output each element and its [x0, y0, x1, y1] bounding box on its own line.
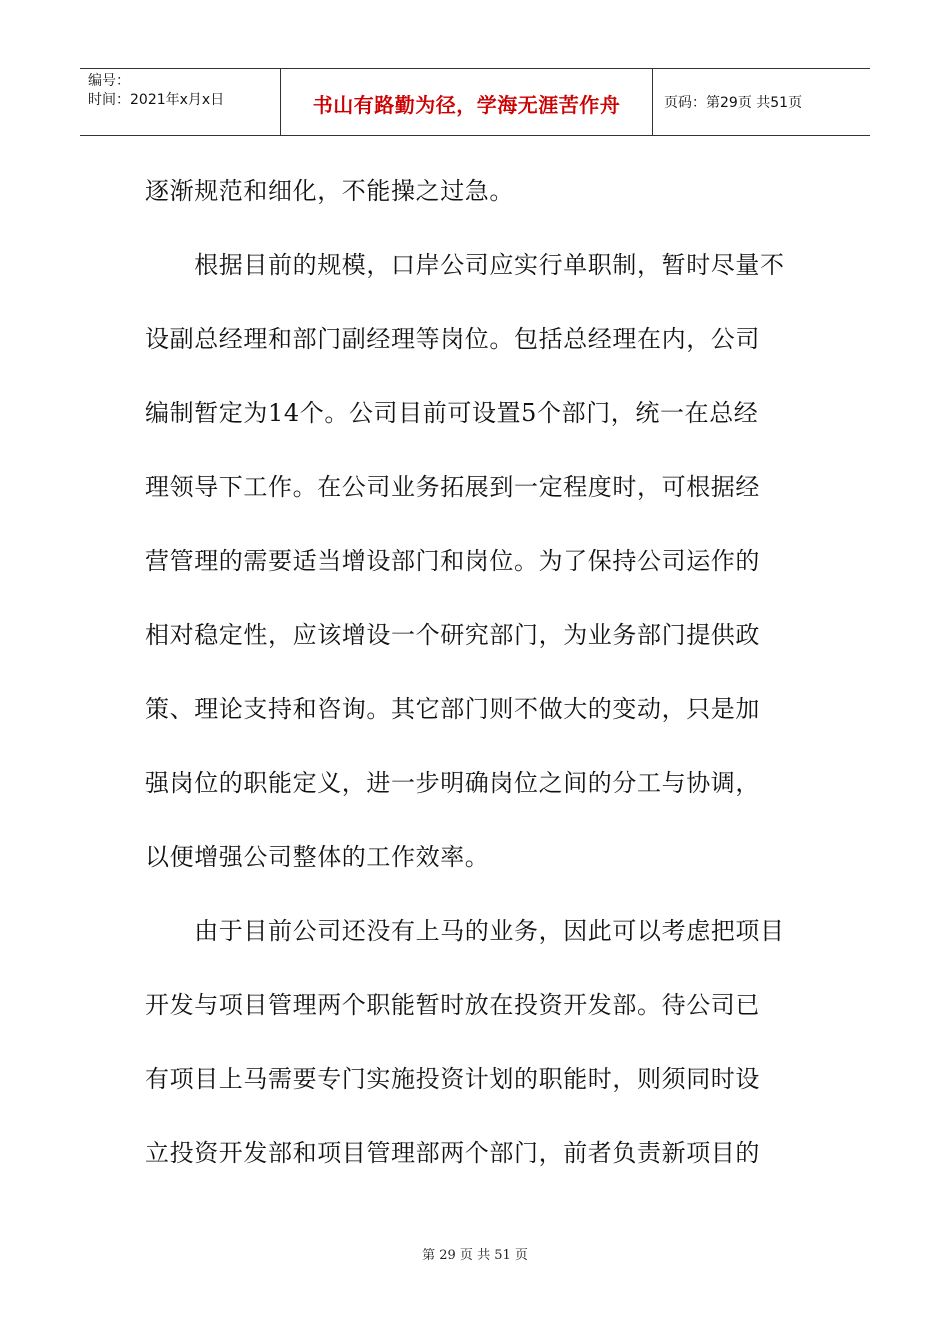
- body-line: 逐渐规范和细化，不能操之过急。: [145, 177, 514, 205]
- header-motto: 书山有路勤为径，学海无涯苦作舟: [312, 92, 621, 117]
- body-line: 有项目上马需要专门实施投资计划的职能时，则须同时设: [145, 1065, 760, 1093]
- body-line: 以便增强公司整体的工作效率。: [145, 843, 490, 871]
- body-line: 开发与项目管理两个职能暂时放在投资开发部。待公司已: [145, 991, 760, 1019]
- header-motto-cell: [280, 69, 653, 135]
- body-line: 策、理论支持和咨询。其它部门则不做大的变动，只是加: [145, 695, 760, 723]
- document-body: [145, 154, 810, 1190]
- header-meta: [80, 69, 280, 135]
- header-page-code-cell: [653, 69, 870, 135]
- body-line: 相对稳定性，应该增设一个研究部门，为业务部门提供政: [145, 621, 760, 649]
- body-line: 营管理的需要适当增设部门和岗位。为了保持公司运作的: [145, 547, 760, 575]
- body-line: 由于目前公司还没有上马的业务，因此可以考虑把项目: [145, 917, 785, 945]
- document-header: [80, 68, 870, 136]
- body-line: 强岗位的职能定义，进一步明确岗位之间的分工与协调，: [145, 769, 760, 797]
- body-line: 编制暂定为14个。公司目前可设置5个部门，统一在总经: [145, 399, 759, 427]
- body-line: 立投资开发部和项目管理部两个部门，前者负责新项目的: [145, 1139, 760, 1167]
- document-number-label: 编号：: [88, 73, 130, 89]
- body-line: 根据目前的规模，口岸公司应实行单职制，暂时尽量不: [145, 251, 785, 279]
- document-date: 时间：2021年x月x日: [88, 92, 225, 108]
- body-line: 理领导下工作。在公司业务拓展到一定程度时，可根据经: [145, 473, 760, 501]
- body-line: 设副总经理和部门副经理等岗位。包括总经理在内，公司: [145, 325, 760, 353]
- page-footer: 第 29 页 共 51 页: [422, 1248, 528, 1263]
- header-page-code: 页码：第29页 共51页: [664, 95, 803, 111]
